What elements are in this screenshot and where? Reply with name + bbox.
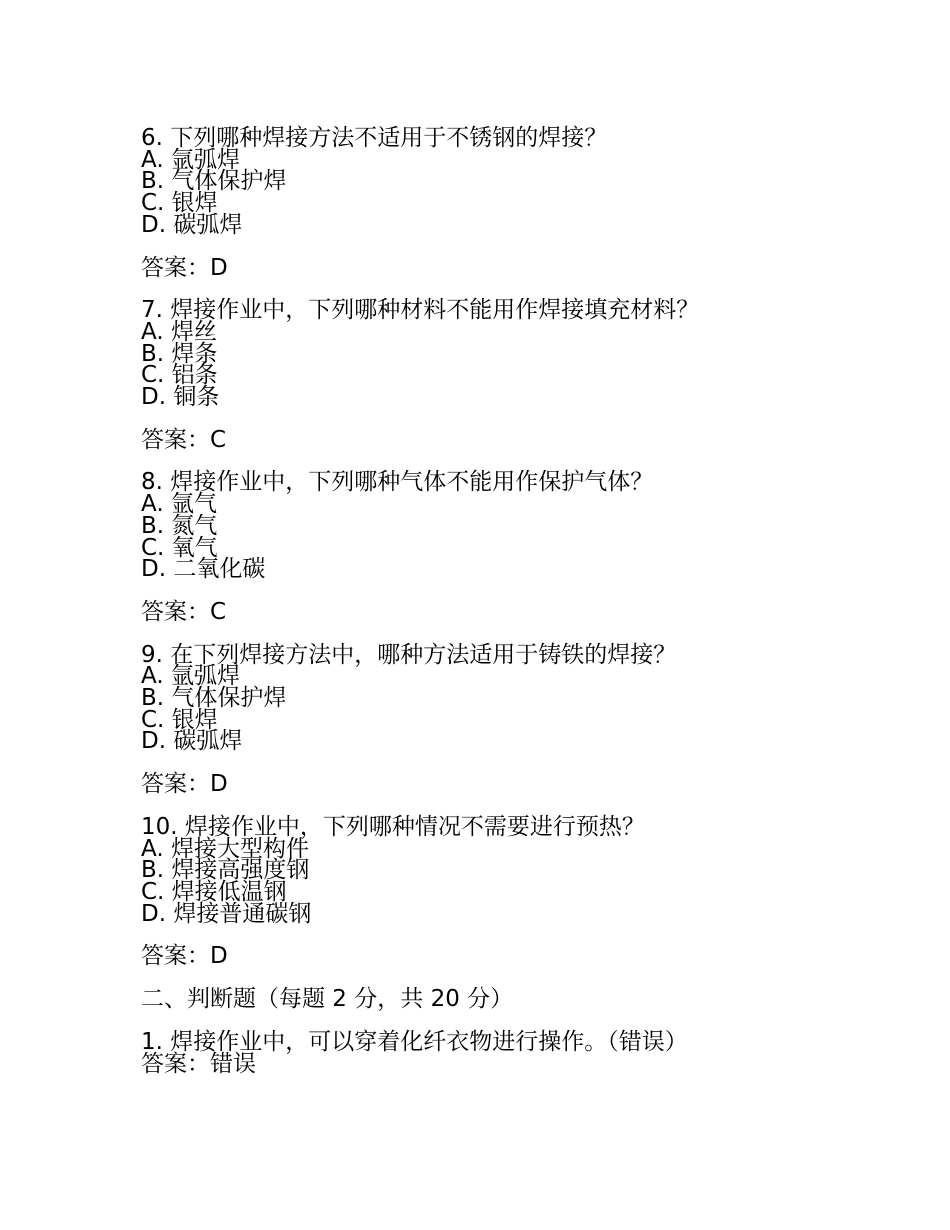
question-title: 7. 焊接作业中，下列哪种材料不能用作焊接填充材料？ [141,297,700,324]
answer-text: 答案：D [141,254,228,281]
option-c: C. 银焊 [141,190,218,217]
option-d: D. 二氧化碳 [141,556,266,583]
section-heading: 二、判断题（每题 2 分，共 20 分） [141,986,514,1013]
option-a: A. 焊丝 [141,318,217,345]
statement-text: 1. 焊接作业中，可以穿着化纤衣物进行操作。（错误） [141,1028,688,1055]
question-10 [141,813,921,970]
question-7 [141,297,921,453]
option-d: D. 碳弧焊 [141,211,243,238]
question-9 [141,641,921,798]
answer-text: 答案：D [141,943,228,970]
question-title: 8. 焊接作业中，下列哪种气体不能用作保护气体？ [141,469,654,496]
option-a: A. 氩气 [141,491,217,518]
option-b: B. 焊接高强度钢 [141,857,310,884]
option-b: B. 氮气 [141,512,218,539]
option-c: C. 银焊 [141,706,218,733]
question-title: 6. 下列哪种焊接方法不适用于不锈钢的焊接？ [141,125,608,151]
answer-text: 答案：错误 [141,1050,256,1077]
option-b: B. 焊条 [141,340,218,367]
option-d: D. 碳弧焊 [141,728,243,755]
question-8 [141,469,921,625]
option-c: C. 铝条 [141,362,218,389]
question-title: 9. 在下列焊接方法中，哪种方法适用于铸铁的焊接？ [141,641,677,668]
true-false-item-1 [141,1028,921,1077]
option-d: D. 焊接普通碳钢 [141,900,312,927]
question-6 [141,125,921,281]
option-a: A. 氩弧焊 [141,146,240,173]
answer-text: 答案：C [141,598,227,625]
option-b: B. 气体保护焊 [141,168,287,195]
option-c: C. 焊接低温钢 [141,878,287,905]
question-title: 10. 焊接作业中，下列哪种情况不需要进行预热？ [141,813,645,840]
answer-text: 答案：D [141,771,228,798]
document-page [141,125,921,1077]
option-b: B. 气体保护焊 [141,685,287,712]
option-a: A. 氩弧焊 [141,663,240,690]
option-c: C. 氧气 [141,534,218,561]
answer-text: 答案：C [141,426,227,453]
option-d: D. 铜条 [141,384,220,411]
option-a: A. 焊接大型构件 [141,835,309,862]
